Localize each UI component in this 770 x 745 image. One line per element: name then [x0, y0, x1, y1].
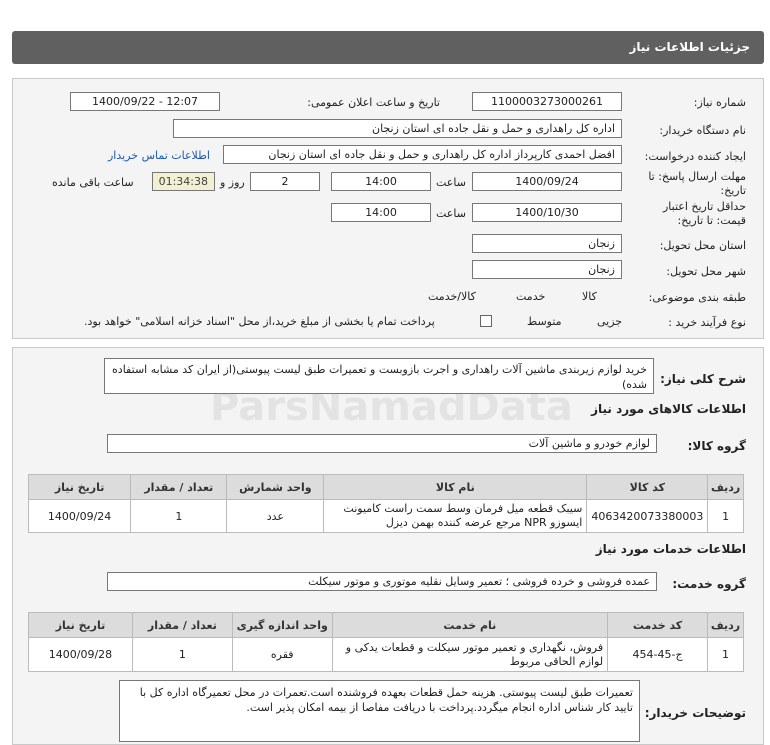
announce-datetime-field: 1400/09/22 - 12:07: [70, 92, 220, 111]
buyer-contact-link[interactable]: اطلاعات تماس خریدار: [108, 149, 210, 162]
goods-table-header: [29, 475, 744, 500]
col-need-date: تاریخ نیاز: [29, 613, 133, 638]
cell-goods-code: 4063420073380003: [587, 500, 708, 533]
col-measure-unit: واحد اندازه گیری: [232, 613, 332, 638]
validity-label-date: قیمت: تا تاریخ:: [677, 214, 746, 227]
col-quantity: تعداد / مقدار: [132, 613, 232, 638]
cell-row: 1: [708, 500, 744, 533]
buyer-notes-label: توضیحات خریدار:: [644, 706, 746, 720]
summary-label: شرح کلی نیاز:: [660, 372, 746, 386]
process-label: نوع فرآیند خرید :: [668, 316, 746, 329]
category-option-goods: کالا: [582, 290, 597, 303]
col-need-date: تاریخ نیاز: [29, 475, 131, 500]
days-label: روز و: [220, 176, 245, 189]
cell-quantity: 1: [132, 638, 232, 672]
goods-section-title: اطلاعات کالاهای مورد نیاز: [591, 402, 746, 416]
validity-time-label: ساعت: [436, 207, 466, 220]
col-service-name: نام خدمت: [332, 613, 607, 638]
deadline-label: مهلت ارسال پاسخ: تا: [648, 170, 746, 183]
city-field: زنجان: [472, 260, 622, 279]
deadline-label-date: تاریخ:: [720, 184, 746, 197]
deadline-time-field: 14:00: [331, 172, 431, 191]
category-option-service: خدمت: [516, 290, 546, 303]
validity-date-field: 1400/10/30: [472, 203, 622, 222]
buyer-notes-text: تعمیرات طبق لیست پیوستی. هزینه حمل قطعات بعهده فروشنده است.تعمرات در محل تعمیرگاه اداره کل با تایید کار شناس اداره انجام میگردد.پرداخت با دریافت مفاصا از بیمه امکان پذیر است.: [119, 680, 640, 742]
category-label: طبقه بندی موضوعی:: [648, 291, 746, 304]
goods-group-label: گروه کالا:: [687, 439, 746, 453]
cell-need-date: 1400/09/24: [29, 500, 131, 533]
goods-table-wrapper: [28, 474, 744, 533]
remaining-label: ساعت باقی مانده: [52, 176, 134, 189]
province-label: استان محل تحویل:: [659, 239, 746, 252]
need-number-label: شماره نیاز:: [693, 96, 746, 109]
page-title-bar: [12, 31, 764, 64]
table-row: [29, 638, 744, 672]
creator-label: ایجاد کننده درخواست:: [644, 150, 746, 163]
process-option-medium: متوسط: [527, 315, 562, 328]
treasury-payment-checkbox[interactable]: [480, 315, 492, 327]
cell-quantity: 1: [131, 500, 227, 533]
col-quantity: تعداد / مقدار: [131, 475, 227, 500]
buyer-org-label: نام دستگاه خریدار:: [659, 124, 746, 137]
validity-label: حداقل تاریخ اعتبار: [662, 200, 746, 213]
services-table-wrapper: [28, 612, 744, 672]
cell-service-code: ج-45-454: [608, 638, 708, 672]
deadline-time-label: ساعت: [436, 176, 466, 189]
remaining-time-field: 01:34:38: [152, 172, 215, 191]
category-option-goods-service: کالا/خدمت: [428, 290, 476, 303]
goods-group-field: لوازم خودرو و ماشین آلات: [107, 434, 657, 453]
col-goods-code: کد کالا: [587, 475, 708, 500]
cell-need-date: 1400/09/28: [29, 638, 133, 672]
province-field: زنجان: [472, 234, 622, 253]
col-service-code: کد خدمت: [608, 613, 708, 638]
validity-time-field: 14:00: [331, 203, 431, 222]
services-table: [28, 612, 744, 672]
col-row: ردیف: [708, 475, 744, 500]
days-remaining-field: 2: [250, 172, 320, 191]
treasury-payment-note: پرداخت تمام یا بخشی از مبلغ خرید،از محل "اسناد خزانه اسلامی" خواهد بود.: [84, 315, 435, 328]
goods-table: [28, 474, 744, 533]
services-section-title: اطلاعات خدمات مورد نیاز: [595, 542, 746, 556]
cell-measure-unit: فقره: [232, 638, 332, 672]
buyer-org-field: اداره کل راهداری و حمل و نقل جاده ای استان زنجان: [173, 119, 622, 138]
services-table-header: [29, 613, 744, 638]
services-group-label: گروه خدمت:: [672, 577, 746, 591]
page-title: جزئیات اطلاعات نیاز: [629, 40, 750, 54]
summary-text: خرید لوازم زیربندی ماشین آلات راهداری و اجرت بازوبست و تعمیرات طبق لیست پیوستی(از ایران کد مشابه استفاده شده): [104, 358, 654, 394]
table-row: [29, 500, 744, 533]
col-goods-name: نام کالا: [324, 475, 587, 500]
need-number-field: 1100003273000261: [472, 92, 622, 111]
process-option-minor: جزیی: [597, 315, 623, 328]
city-label: شهر محل تحویل:: [666, 265, 746, 278]
creator-field: افضل احمدی کارپرداز اداره کل راهداری و حمل و نقل جاده ای استان زنجان: [223, 145, 622, 164]
cell-service-name: فروش، نگهداری و تعمیر موتور سیکلت و قطعات یدکی و لوازم الحاقی مربوط: [332, 638, 607, 672]
cell-row: 1: [708, 638, 744, 672]
col-row: ردیف: [708, 613, 744, 638]
services-group-field: عمده فروشی و خرده فروشی ؛ تعمیر وسایل نقلیه موتوری و موتور سیکلت: [107, 572, 657, 591]
cell-goods-name: سیبک قطعه میل فرمان وسط سمت راست کامیونت ایسوزو NPR مرجع عرضه کننده بهمن دیزل: [324, 500, 587, 533]
cell-unit: عدد: [227, 500, 324, 533]
announce-label: تاریخ و ساعت اعلان عمومی:: [307, 96, 440, 109]
col-unit: واحد شمارش: [227, 475, 324, 500]
deadline-date-field: 1400/09/24: [472, 172, 622, 191]
